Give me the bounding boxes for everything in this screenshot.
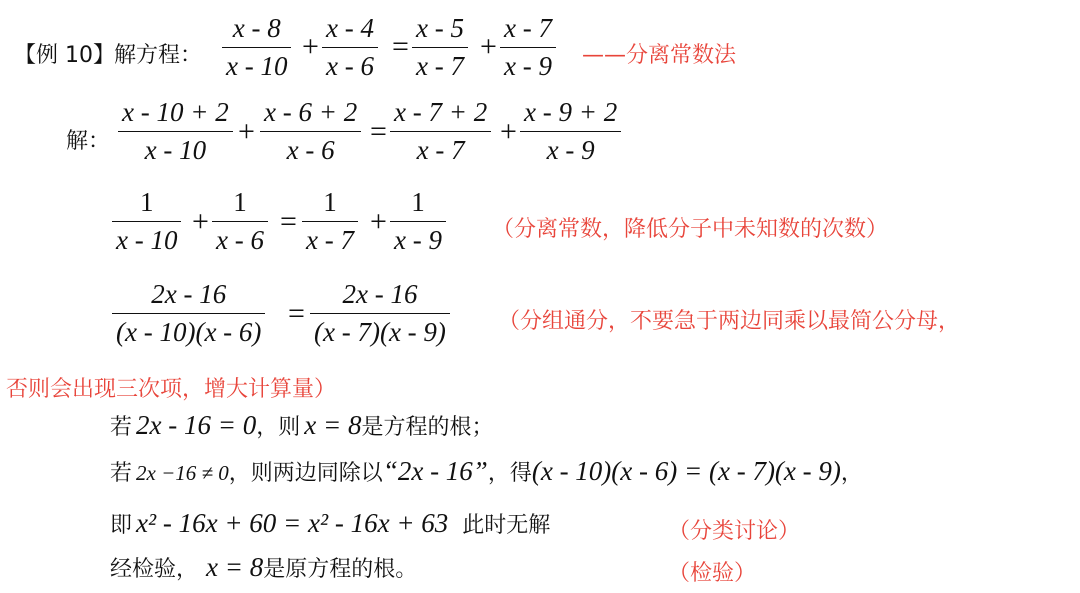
case1-mid: ，则 bbox=[256, 415, 301, 440]
case2-end: ， bbox=[840, 461, 863, 486]
step2-fraction-1 bbox=[112, 186, 181, 256]
case2-comma: ，得 bbox=[487, 461, 532, 486]
fraction-bar bbox=[310, 313, 450, 314]
check-expression: x = 8 bbox=[206, 552, 264, 582]
equals-sign: = bbox=[280, 205, 297, 238]
fraction-bar bbox=[390, 131, 491, 132]
denominator: x - 7 bbox=[416, 135, 465, 165]
check-suffix: 是原方程的根。 bbox=[263, 557, 418, 582]
method-note: ——分离常数法 bbox=[582, 43, 737, 68]
fraction-bar bbox=[412, 47, 468, 48]
case1-root: x = 8 bbox=[304, 410, 362, 440]
step1-fraction-1 bbox=[118, 96, 233, 166]
numerator: x - 5 bbox=[416, 13, 464, 43]
case2-line bbox=[110, 456, 863, 487]
case3-line bbox=[110, 508, 550, 539]
fraction-bar bbox=[212, 221, 268, 222]
plus-sign: + bbox=[370, 205, 387, 238]
denominator: x - 7 bbox=[416, 51, 464, 81]
equals-sign: = bbox=[370, 115, 387, 148]
case2-expression: 2x −16 ≠ 0 bbox=[136, 461, 229, 485]
fraction-bar bbox=[302, 221, 358, 222]
eq-fraction-2 bbox=[322, 12, 378, 82]
case2-divisor: “2x - 16” bbox=[382, 456, 488, 486]
fraction-bar bbox=[520, 131, 621, 132]
fraction-bar bbox=[500, 47, 556, 48]
numerator: 1 bbox=[323, 187, 337, 217]
numerator: x - 9 + 2 bbox=[524, 97, 618, 127]
fraction-bar bbox=[112, 313, 265, 314]
fraction-bar bbox=[112, 221, 181, 222]
step2-fraction-3 bbox=[302, 186, 358, 256]
eq-fraction-4 bbox=[500, 12, 556, 82]
solution-label: 解： bbox=[66, 129, 111, 154]
numerator: x - 8 bbox=[232, 13, 281, 43]
plus-sign: + bbox=[192, 205, 209, 238]
plus-sign: + bbox=[480, 30, 497, 63]
eq-fraction-3 bbox=[412, 12, 468, 82]
step2-fraction-2 bbox=[212, 186, 268, 256]
fraction-bar bbox=[260, 131, 361, 132]
case2-mid: ，则两边同除以 bbox=[228, 461, 383, 486]
denominator: x - 10 bbox=[226, 51, 288, 81]
step3-fraction-1 bbox=[112, 278, 265, 348]
fraction-bar bbox=[222, 47, 291, 48]
case2-prefix: 若 bbox=[110, 461, 133, 486]
step2-note: （分离常数，降低分子中未知数的次数） bbox=[492, 217, 889, 242]
equals-sign: = bbox=[392, 30, 409, 63]
check-prefix: 经检验， bbox=[110, 557, 199, 582]
numerator: x - 10 + 2 bbox=[122, 97, 229, 127]
numerator: x - 7 bbox=[504, 13, 552, 43]
case1-expression: 2x - 16 = 0 bbox=[136, 410, 257, 440]
denominator: x - 9 bbox=[504, 51, 552, 81]
numerator: 2x - 16 bbox=[342, 279, 418, 309]
case1-suffix: 是方程的根； bbox=[361, 415, 494, 440]
instruction: 解方程： bbox=[114, 43, 203, 68]
plus-sign: + bbox=[302, 30, 319, 63]
denominator: x - 9 bbox=[394, 225, 442, 255]
denominator: x - 10 bbox=[116, 225, 178, 255]
equals-sign: = bbox=[288, 297, 305, 330]
case2-result: (x - 10)(x - 6) = (x - 7)(x - 9) bbox=[531, 456, 841, 486]
denominator: (x - 10)(x - 6) bbox=[116, 317, 262, 347]
check-note: （检验） bbox=[668, 561, 757, 586]
denominator: x - 6 bbox=[216, 225, 264, 255]
fraction-bar bbox=[390, 221, 446, 222]
denominator: x - 6 bbox=[286, 135, 335, 165]
plus-sign: + bbox=[238, 115, 255, 148]
numerator: 1 bbox=[139, 187, 154, 217]
numerator: 1 bbox=[233, 187, 247, 217]
case3-expression: x² - 16x + 60 = x² - 16x + 63 bbox=[136, 508, 449, 538]
numerator: 1 bbox=[411, 187, 425, 217]
numerator: x - 6 + 2 bbox=[264, 97, 358, 127]
case1-line bbox=[110, 410, 493, 441]
case1-prefix: 若 bbox=[110, 415, 133, 440]
step3-note-line2: 否则会出现三次项，增大计算量） bbox=[6, 377, 337, 402]
numerator: 2x - 16 bbox=[151, 279, 227, 309]
denominator: x - 10 bbox=[144, 135, 207, 165]
plus-sign: + bbox=[500, 115, 517, 148]
denominator: (x - 7)(x - 9) bbox=[314, 317, 446, 347]
step1-fraction-4 bbox=[520, 96, 621, 166]
case3-suffix: 此时无解 bbox=[462, 513, 551, 538]
case3-note: （分类讨论） bbox=[668, 519, 801, 544]
eq-fraction-1 bbox=[222, 12, 291, 82]
fraction-bar bbox=[322, 47, 378, 48]
case3-prefix: 即 bbox=[110, 513, 133, 538]
check-line bbox=[110, 552, 417, 583]
step3-note-line1: （分组通分，不要急于两边同乘以最简公分母， bbox=[498, 309, 961, 334]
step2-fraction-4 bbox=[390, 186, 446, 256]
denominator: x - 6 bbox=[326, 51, 374, 81]
example-label: 【例 10】 bbox=[14, 43, 115, 68]
step3-fraction-2 bbox=[310, 278, 450, 348]
numerator: x - 4 bbox=[326, 13, 374, 43]
step1-fraction-3 bbox=[390, 96, 491, 166]
fraction-bar bbox=[118, 131, 233, 132]
step1-fraction-2 bbox=[260, 96, 361, 166]
denominator: x - 9 bbox=[546, 135, 595, 165]
numerator: x - 7 + 2 bbox=[394, 97, 488, 127]
denominator: x - 7 bbox=[306, 225, 354, 255]
